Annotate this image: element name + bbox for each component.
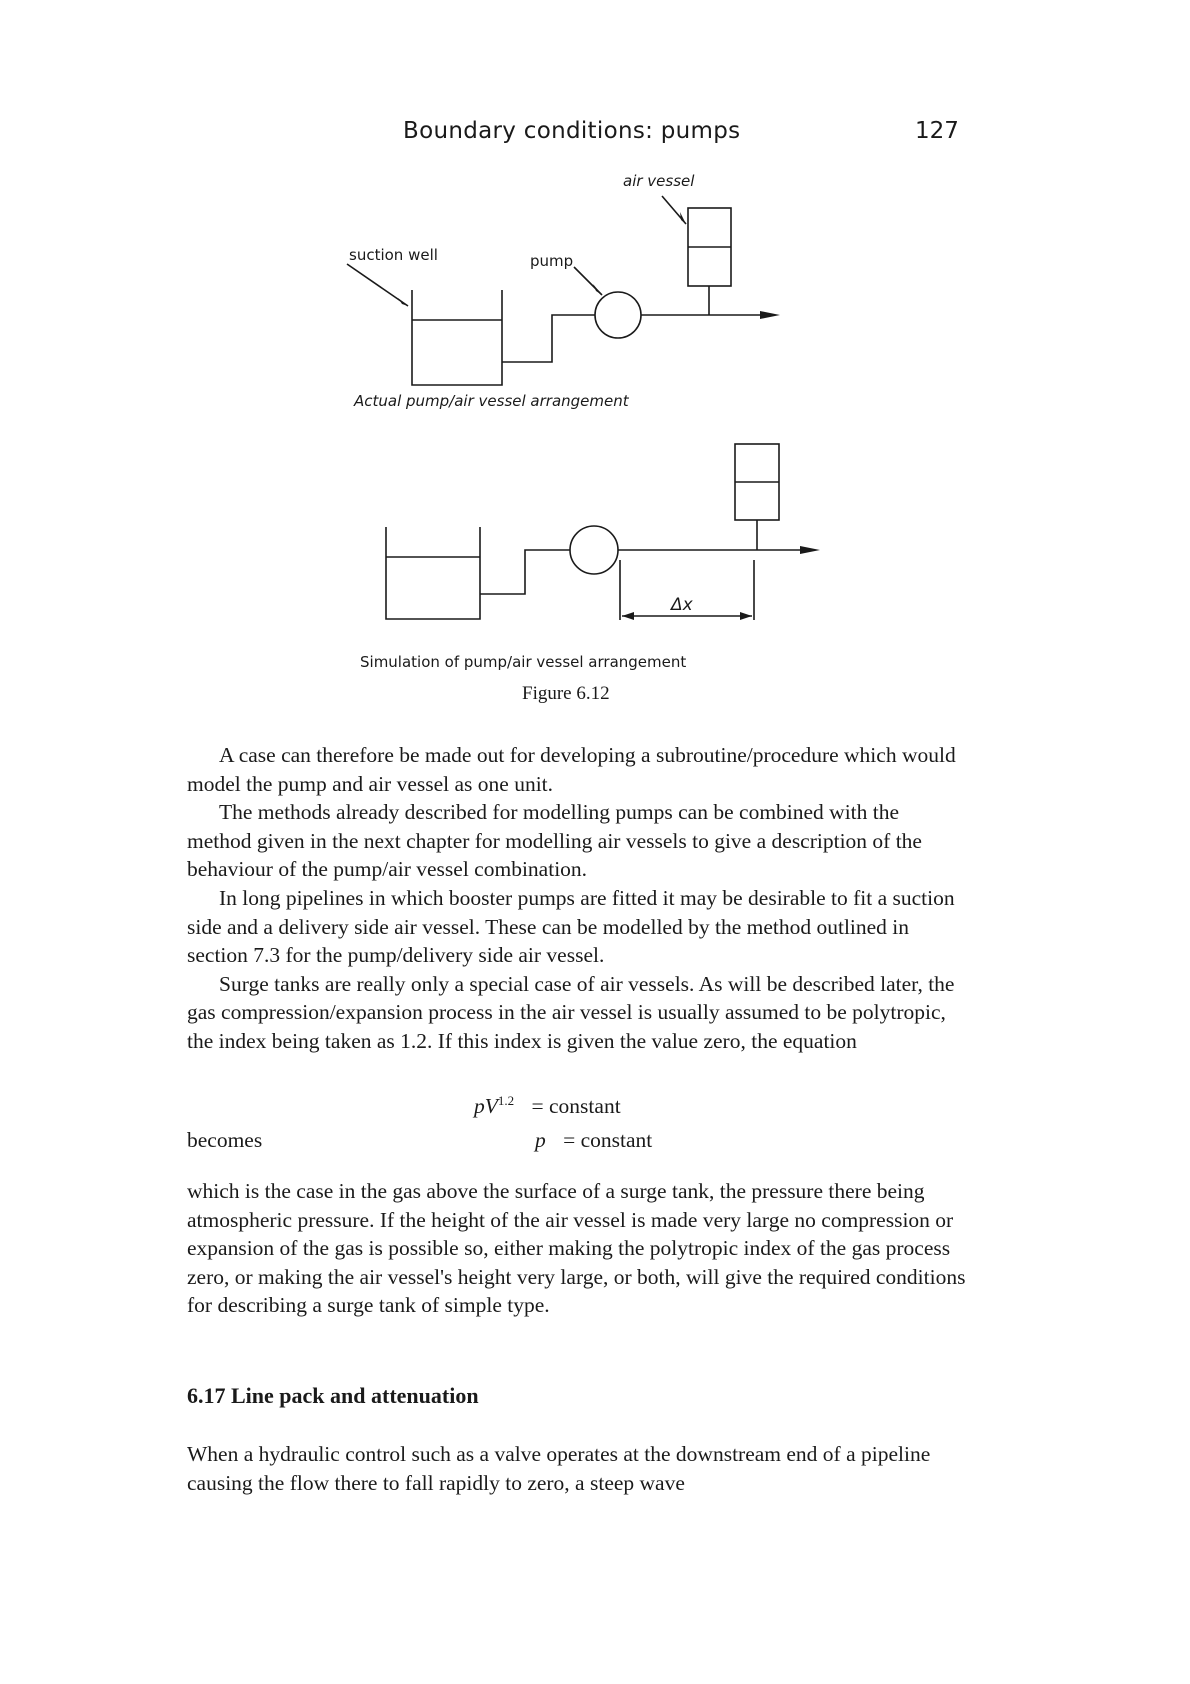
eq1-exponent: 1.2	[497, 1093, 515, 1108]
paragraph-4: Surge tanks are really only a special case of air vessels. As will be described later, the gas compression/expansion process in the air vessel is usually assumed to be polytropic, the index being taken as 1.2. If this index is given the value zero, the equation	[187, 971, 955, 1053]
paragraph-after-equation: which is the case in the gas above the surface of a surge tank, the pressure there being atmospheric pressure. If the height of the air vessel is made very large no compression or expansion of the gas is possible so, either making the polytropic index of the gas process zero, or making the air vessel's height very large, or both, will give the required conditions for describing a surge tank of simple type.	[187, 1179, 966, 1318]
body-text	[187, 741, 967, 1056]
suction-pipe	[502, 315, 595, 362]
running-header: Boundary conditions: pumps	[403, 118, 741, 144]
paragraph-1: A case can therefore be made out for developing a subroutine/procedure which would model the pump and air vessel as one unit.	[187, 743, 956, 796]
sim-suction-well	[386, 527, 480, 619]
caption-actual: Actual pump/air vessel arrangement	[354, 392, 629, 410]
section-heading: 6.17 Line pack and attenuation	[187, 1383, 479, 1408]
sim-pump-circle	[570, 526, 618, 574]
becomes-word: becomes	[187, 1128, 263, 1152]
equation-2	[535, 1128, 652, 1153]
paragraph-2: The methods already described for modelling pumps can be combined with the method given in the next chapter for modelling air vessels to give a description of the behaviour of the pump/air vessel combination.	[187, 800, 922, 882]
pump-circle	[595, 292, 641, 338]
final-paragraph: When a hydraulic control such as a valve operates at the downstream end of a pipeline causing the flow there to fall rapidly to zero, a steep wave	[187, 1442, 931, 1495]
label-suction-well: suction well	[349, 246, 438, 264]
equation-1	[474, 1093, 621, 1119]
eq2-lhs: p	[535, 1128, 546, 1152]
label-air-vessel: air vessel	[623, 172, 695, 190]
eq1-lhs: pV	[474, 1094, 498, 1119]
figure-label: Figure 6.12	[522, 683, 610, 704]
sim-suction-pipe	[480, 550, 570, 594]
figure-6-12	[0, 0, 1190, 680]
caption-simulation: Simulation of pump/air vessel arrangement	[360, 653, 687, 671]
page-number: 127	[915, 118, 959, 144]
paragraph-3: In long pipelines in which booster pumps are fitted it may be desirable to fit a suction side and a delivery side air vessel. These can be modelled by the method outlined in section 7.3 for the pump/delivery side air vessel.	[187, 885, 955, 968]
suction-well-tank	[412, 290, 502, 385]
eq1-rhs: = constant	[531, 1094, 621, 1119]
body-text-2	[187, 1177, 967, 1320]
label-pump: pump	[530, 252, 574, 270]
eq2-rhs: = constant	[563, 1128, 653, 1152]
label-delta-x: Δx	[671, 595, 693, 615]
